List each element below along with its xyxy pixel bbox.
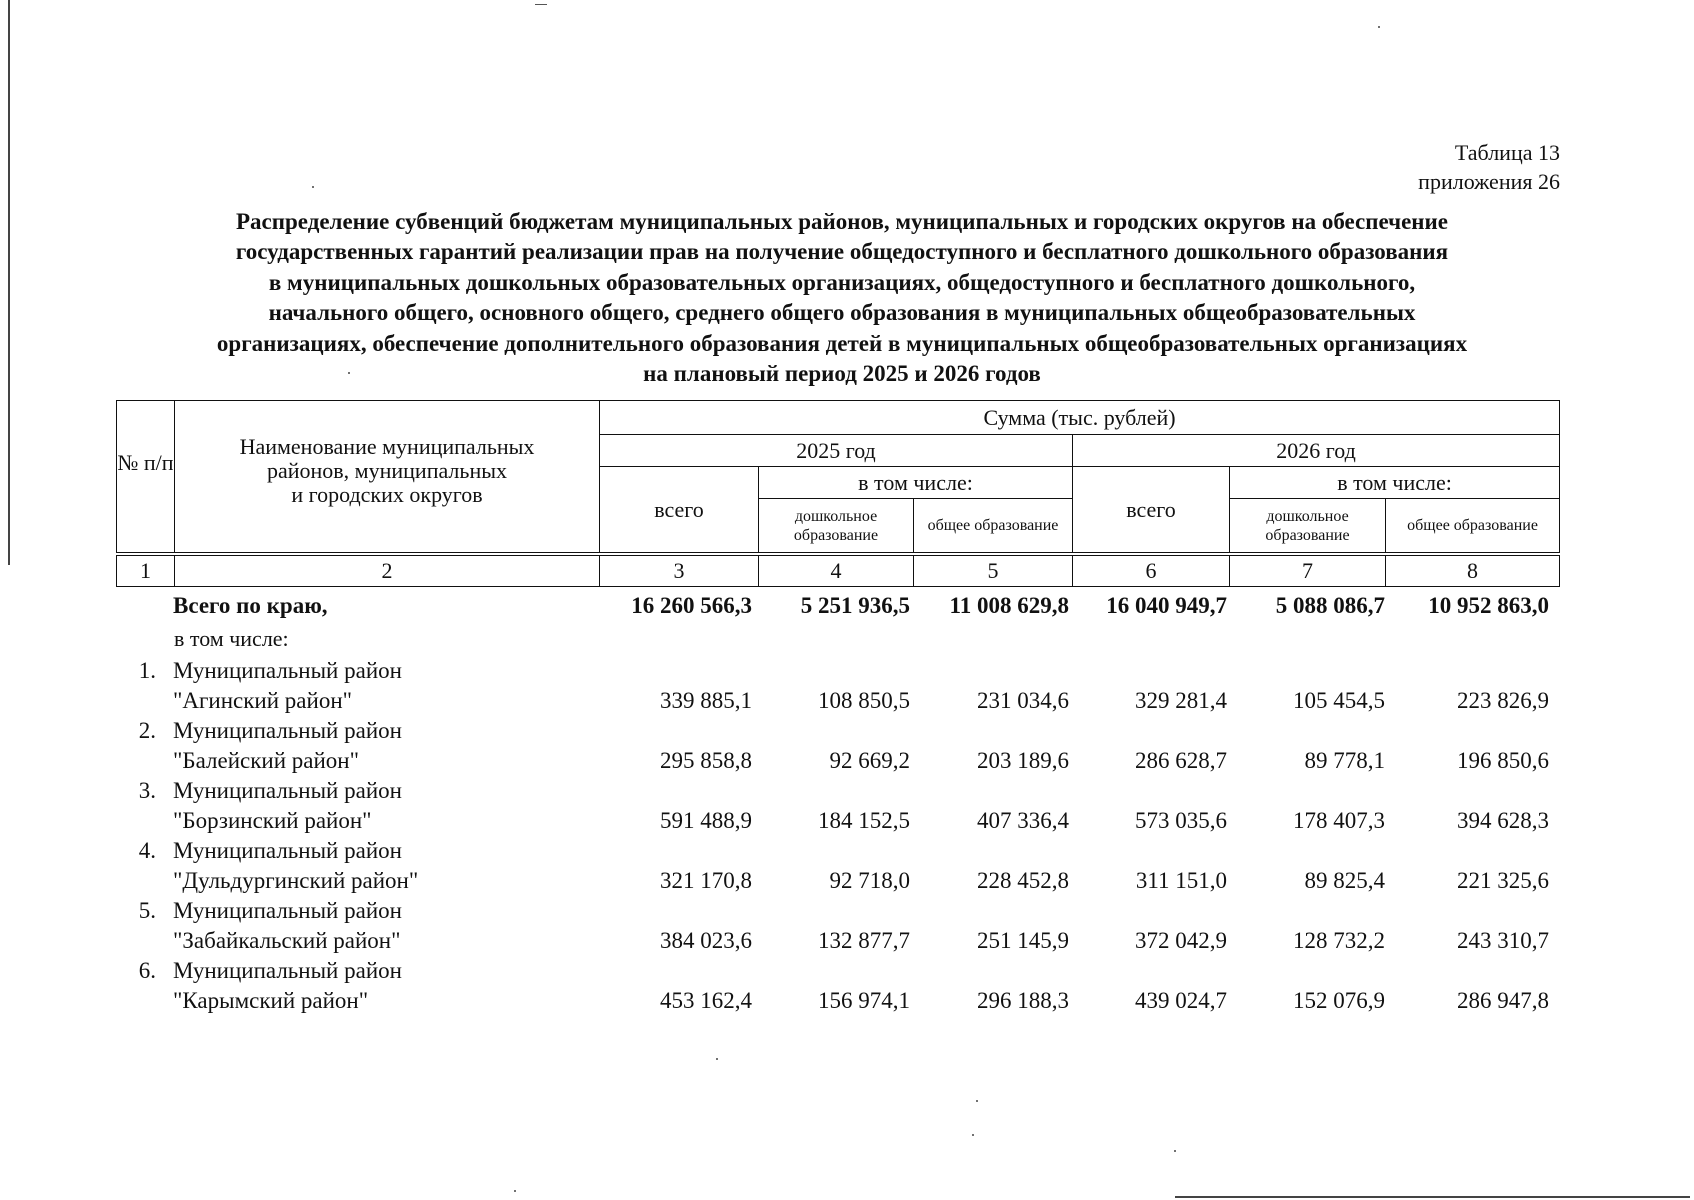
header-name: [175, 401, 600, 553]
row-value: 132 877,7: [818, 928, 910, 953]
row-value: 128 732,2: [1293, 928, 1385, 953]
row-name-line2: "Забайкальский район": [173, 928, 401, 953]
header-name-line: и городских округов: [291, 482, 483, 507]
column-index-row: [116, 555, 1560, 587]
row-value: 156 974,1: [818, 988, 910, 1013]
header-num: [117, 401, 175, 553]
title-line: Распределение субвенций бюджетам муниципальных районов, муниципальных и городских округов на обеспечение: [235, 209, 1449, 234]
row-value: 228 452,8: [977, 868, 1069, 893]
total-value: 16 040 949,7: [1106, 593, 1227, 618]
row-name-line1: Муниципальный район: [173, 718, 402, 743]
row-name-line2: "Агинский район": [173, 688, 353, 713]
row-value: 251 145,9: [977, 928, 1069, 953]
appendix-number: приложения 26: [1418, 169, 1560, 194]
title-line: начального общего, основного общего, среднего общего образования в муниципальных общеобразовательных: [268, 300, 1416, 326]
row-value: 221 325,6: [1457, 868, 1549, 893]
row-value: 394 628,3: [1457, 808, 1549, 833]
table-row: [0, 898, 1694, 958]
header-total-2025: всего: [600, 467, 759, 553]
row-number: 6.: [138, 958, 156, 983]
scan-speck: [514, 1190, 516, 1192]
row-value: 573 035,6: [1135, 808, 1227, 833]
table-header: [116, 400, 1560, 553]
row-number: 5.: [138, 898, 156, 923]
row-value: 92 669,2: [829, 748, 910, 773]
row-name-line1: Муниципальный район: [173, 778, 402, 803]
column-index: 2: [175, 556, 600, 587]
document-title: [110, 207, 1574, 389]
scan-speck: [1378, 26, 1380, 28]
total-value: 5 088 086,7: [1275, 593, 1385, 618]
table-row: [0, 718, 1694, 778]
header-general-2026: общее образование: [1386, 499, 1560, 553]
row-value: 311 151,0: [1135, 868, 1227, 893]
header-including-2026: в том числе:: [1230, 467, 1560, 499]
header-preschool-2025: дошкольное образование: [759, 499, 914, 553]
row-value: 591 488,9: [660, 808, 752, 833]
scan-speck: [972, 1134, 974, 1136]
row-value: 203 189,6: [977, 748, 1069, 773]
row-value: 453 162,4: [660, 988, 752, 1013]
row-number: 4.: [138, 838, 156, 863]
row-name-line2: "Дульдургинский район": [173, 868, 419, 893]
table-reference: [1418, 138, 1560, 196]
row-value: 407 336,4: [977, 808, 1069, 833]
row-name-line1: Муниципальный район: [173, 838, 402, 863]
row-name-line2: "Борзинский район": [173, 808, 372, 833]
total-value: 16 260 566,3: [631, 593, 752, 618]
row-value: 105 454,5: [1293, 688, 1385, 713]
row-number: 1.: [138, 658, 156, 683]
row-value: 296 188,3: [977, 988, 1069, 1013]
header-name-line: районов, муниципальных: [266, 458, 507, 483]
row-value: 372 042,9: [1135, 928, 1227, 953]
row-value: 223 826,9: [1457, 688, 1549, 713]
row-value: 329 281,4: [1135, 688, 1227, 713]
column-index: 4: [759, 556, 914, 587]
row-name-line1: Муниципальный район: [173, 958, 402, 983]
row-name-line2: "Карымский район": [173, 988, 369, 1013]
scan-speck: [1174, 1150, 1176, 1152]
scan-speck: [716, 1058, 718, 1060]
total-value: 11 008 629,8: [949, 593, 1069, 618]
row-value: 89 825,4: [1304, 868, 1385, 893]
total-row: [0, 593, 1694, 627]
title-line: государственных гарантий реализации прав на получение общедоступного и бесплатного дошкольного образования: [235, 239, 1449, 265]
header-general-2025: общее образование: [914, 499, 1073, 553]
title-line: на плановый период 2025 и 2026 годов: [643, 361, 1041, 387]
row-value: 295 858,8: [660, 748, 752, 773]
column-index: 3: [600, 556, 759, 587]
table-row: [0, 838, 1694, 898]
total-label: Всего по краю,: [173, 593, 328, 618]
total-value: 5 251 936,5: [800, 593, 910, 618]
table-row: [0, 778, 1694, 838]
row-value: 384 023,6: [660, 928, 752, 953]
scan-border-bottom: [1175, 1196, 1690, 1198]
row-value: 339 885,1: [660, 688, 752, 713]
row-value: 286 628,7: [1135, 748, 1227, 773]
header-num-text: № п/п: [117, 450, 174, 475]
row-value: 92 718,0: [829, 868, 910, 893]
row-name-line2: "Балейский район": [173, 748, 359, 773]
header-year-2025: 2025 год: [600, 435, 1073, 467]
row-value: 108 850,5: [818, 688, 910, 713]
scan-speck: [312, 186, 314, 188]
title-line: в муниципальных дошкольных образовательных организациях, общедоступного и бесплатного дошкольного,: [268, 269, 1416, 295]
row-value: 89 778,1: [1304, 748, 1385, 773]
header-total-2026: всего: [1073, 467, 1230, 553]
row-value: 243 310,7: [1457, 928, 1549, 953]
table-row: [0, 658, 1694, 718]
header-name-line: Наименование муниципальных: [239, 434, 535, 459]
row-name-line1: Муниципальный район: [173, 898, 402, 923]
row-value: 231 034,6: [977, 688, 1069, 713]
table-row: [0, 958, 1694, 1018]
row-value: 184 152,5: [818, 808, 910, 833]
row-number: 2.: [138, 718, 156, 743]
row-value: 321 170,8: [660, 868, 752, 893]
row-value: 152 076,9: [1293, 988, 1385, 1013]
including-label: в том числе:: [174, 626, 289, 651]
row-name-line1: Муниципальный район: [173, 658, 402, 683]
row-value: 439 024,7: [1135, 988, 1227, 1013]
header-including-2025: в том числе:: [759, 467, 1073, 499]
column-index: 6: [1073, 556, 1230, 587]
row-value: 196 850,6: [1457, 748, 1549, 773]
column-index: 8: [1386, 556, 1560, 587]
scan-speck: [976, 1100, 978, 1102]
header-year-2026: 2026 год: [1073, 435, 1560, 467]
row-value: 286 947,8: [1457, 988, 1549, 1013]
row-value: 178 407,3: [1293, 808, 1385, 833]
table-number: Таблица 13: [1454, 140, 1560, 165]
column-index: 1: [117, 556, 175, 587]
total-value: 10 952 863,0: [1428, 593, 1549, 618]
column-index: 5: [914, 556, 1073, 587]
header-preschool-2026: дошкольное образование: [1230, 499, 1386, 553]
column-index: 7: [1230, 556, 1386, 587]
scan-mark: [535, 4, 547, 5]
scan-border-left: [8, 0, 10, 565]
header-sum: Сумма (тыс. рублей): [600, 401, 1560, 435]
row-number: 3.: [138, 778, 156, 803]
title-line: организациях, обеспечение дополнительного образования детей в муниципальных общеобразовательных организациях: [216, 330, 1468, 356]
